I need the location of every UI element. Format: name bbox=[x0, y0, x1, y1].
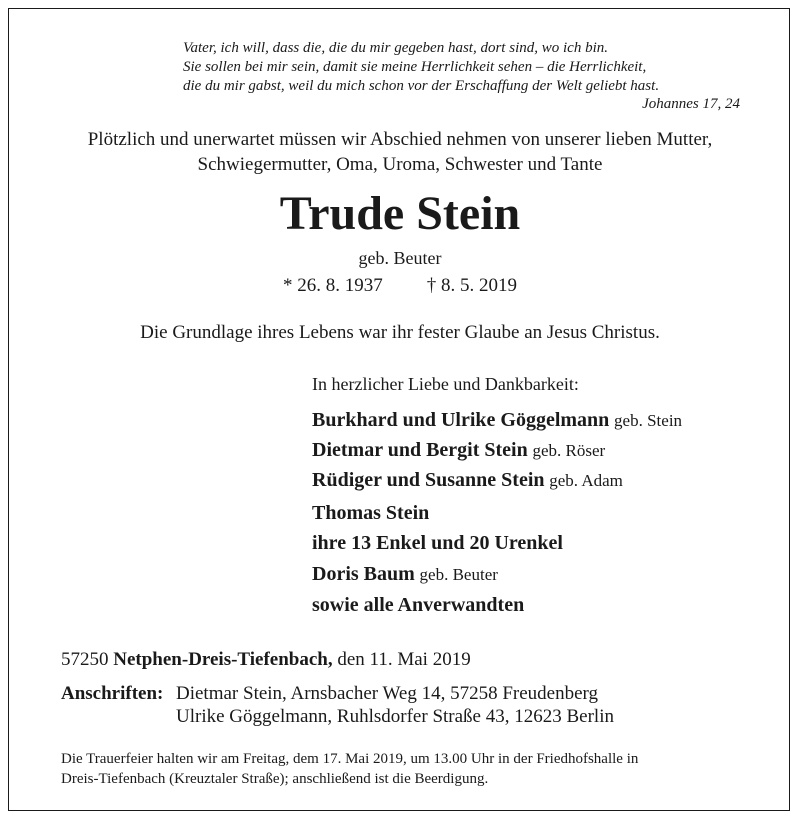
funeral-note-line-1: Die Trauerfeier halten wir am Freitag, dem 17. Mai 2019, um 13.00 Uhr in der Friedhofshalle in bbox=[61, 751, 639, 767]
mourners-intro: In herzlicher Liebe und Dankbarkeit: bbox=[312, 374, 579, 394]
addresses-label: Anschriften: bbox=[61, 683, 164, 704]
verse-line-3: die du mir gabst, weil du mich schon vor der Erschaffung der Welt geliebt hast. bbox=[183, 78, 660, 94]
death-date: † 8. 5. 2019 bbox=[426, 275, 517, 296]
mourner-maiden-name: geb. Adam bbox=[549, 471, 623, 490]
mourner-name: Thomas Stein bbox=[312, 502, 430, 524]
mourner-entry bbox=[312, 561, 498, 588]
mourner-entry bbox=[312, 500, 429, 527]
birth-date: * 26. 8. 1937 bbox=[283, 275, 383, 296]
mourner-entry bbox=[312, 407, 682, 434]
verse-line-1: Vater, ich will, dass die, die du mir gegeben hast, dort sind, wo ich bin. bbox=[183, 40, 608, 56]
address-line-2: Ulrike Göggelmann, Ruhlsdorfer Straße 43, 12623 Berlin bbox=[176, 706, 614, 727]
mourner-entry bbox=[312, 530, 563, 557]
life-dates bbox=[0, 275, 800, 297]
mourner-name: ihre 13 Enkel und 20 Urenkel bbox=[312, 532, 563, 554]
funeral-note-line-2: Dreis-Tiefenbach (Kreuztaler Straße); anschließend ist die Beerdigung. bbox=[61, 771, 489, 787]
town: Netphen-Dreis-Tiefenbach, bbox=[113, 649, 333, 670]
mourner-maiden-name: geb. Stein bbox=[614, 411, 683, 430]
mourner-name: Dietmar und Bergit Stein bbox=[312, 439, 528, 461]
place-date-line bbox=[61, 649, 471, 671]
verse-line-2: Sie sollen bei mir sein, damit sie meine Herrlichkeit sehen – die Herrlichkeit, bbox=[183, 59, 647, 75]
verse-reference: Johannes 17, 24 bbox=[642, 96, 740, 112]
mourner-entry bbox=[312, 437, 605, 464]
mourner-name: Burkhard und Ulrike Göggelmann bbox=[312, 409, 610, 431]
mourner-entry bbox=[312, 467, 623, 494]
birth-name: geb. Beuter bbox=[358, 248, 442, 268]
mourner-maiden-name: geb. Beuter bbox=[419, 565, 498, 584]
mourner-name: Doris Baum bbox=[312, 563, 415, 585]
address-line-1: Dietmar Stein, Arnsbacher Weg 14, 57258 Freudenberg bbox=[176, 683, 599, 704]
mourner-maiden-name: geb. Röser bbox=[532, 441, 606, 460]
mourner-name: sowie alle Anverwandten bbox=[312, 594, 525, 616]
mourner-name: Rüdiger und Susanne Stein bbox=[312, 469, 545, 491]
intro-line-2: Schwiegermutter, Oma, Uroma, Schwester und Tante bbox=[197, 154, 603, 175]
postcode: 57250 bbox=[61, 649, 109, 670]
mourner-entry bbox=[312, 592, 524, 619]
faith-line: Die Grundlage ihres Lebens war ihr fester Glaube an Jesus Christus. bbox=[140, 322, 660, 343]
intro-line-1: Plötzlich und unerwartet müssen wir Abschied nehmen von unserer lieben Mutter, bbox=[87, 129, 713, 150]
deceased-name: Trude Stein bbox=[279, 187, 521, 240]
announcement-date: den 11. Mai 2019 bbox=[337, 649, 471, 670]
